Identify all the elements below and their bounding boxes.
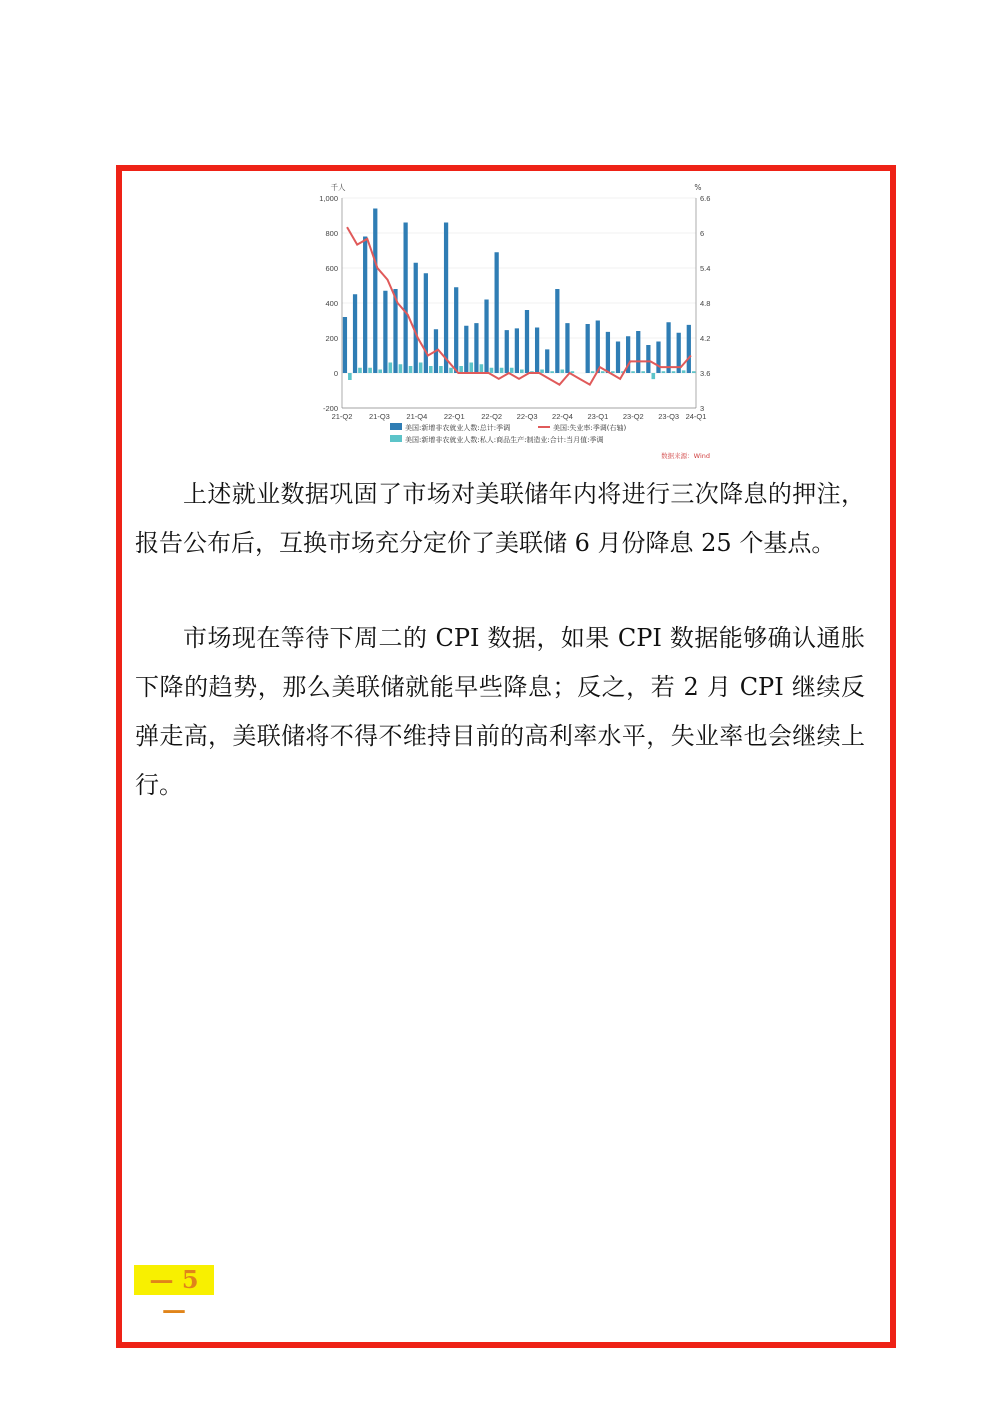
right-tick-label: 4.8 xyxy=(700,299,711,308)
x-tick-label: 21-Q3 xyxy=(368,412,390,421)
x-tick-label: 21-Q2 xyxy=(331,412,353,421)
right-tick-label: 6.6 xyxy=(700,194,711,203)
bar-total xyxy=(444,223,448,374)
left-tick-label: 400 xyxy=(325,299,338,308)
bar-manufacturing xyxy=(601,371,605,373)
bar-total xyxy=(596,321,600,374)
chart-source: 数据来源：Wind xyxy=(661,452,710,460)
bar-total xyxy=(515,328,519,373)
bar-total xyxy=(403,223,407,374)
bar-manufacturing xyxy=(419,363,423,374)
bar-manufacturing xyxy=(368,368,372,373)
bar-manufacturing xyxy=(682,370,686,373)
bar-manufacturing xyxy=(439,366,443,373)
x-tick-label: 21-Q4 xyxy=(406,412,428,421)
left-tick-label: 1,000 xyxy=(319,194,338,203)
bar-total xyxy=(555,289,559,373)
bar-manufacturing xyxy=(672,371,676,373)
bar-manufacturing xyxy=(591,371,595,373)
bar-manufacturing xyxy=(641,371,645,373)
page-number: — 5 — xyxy=(134,1265,214,1295)
bar-manufacturing xyxy=(469,363,473,374)
bar-total xyxy=(656,342,660,374)
x-tick-label: 23-Q2 xyxy=(622,412,644,421)
paragraph-1: 上述就业数据巩固了市场对美联储年内将进行三次降息的押注，报告公布后，互换市场充分定价了美联储 6 月份降息 25 个基点。 xyxy=(135,480,865,557)
bar-manufacturing xyxy=(480,364,484,373)
bar-total xyxy=(363,237,367,374)
bar-manufacturing xyxy=(358,368,362,373)
bar-manufacturing xyxy=(429,366,433,373)
bar-manufacturing xyxy=(540,370,544,374)
bar-manufacturing xyxy=(459,366,463,373)
x-tick-label: 23-Q3 xyxy=(658,412,680,421)
bar-total xyxy=(454,287,458,373)
bar-manufacturing xyxy=(651,373,655,379)
bar-total xyxy=(353,294,357,373)
legend-label: 美国:新增非农就业人数:总计:季调 xyxy=(405,424,511,432)
left-tick-label: 200 xyxy=(325,334,338,343)
chart-svg xyxy=(310,178,720,463)
bar-total xyxy=(535,328,539,374)
right-tick-label: 3 xyxy=(700,404,705,413)
right-tick-label: 3.6 xyxy=(700,369,711,378)
x-tick-label: 22-Q3 xyxy=(516,412,538,421)
bar-total xyxy=(495,252,499,373)
bar-manufacturing xyxy=(520,370,524,374)
bar-total xyxy=(464,326,468,373)
bar-total xyxy=(474,323,478,373)
right-tick-label: 5.4 xyxy=(700,264,711,273)
bar-manufacturing xyxy=(560,370,564,374)
right-tick-label: 6 xyxy=(700,229,705,238)
x-tick-label: 22-Q2 xyxy=(481,412,503,421)
bar-manufacturing xyxy=(449,368,453,373)
bar-manufacturing xyxy=(692,371,696,373)
bar-total xyxy=(636,331,640,373)
legend-label: 美国:新增非农就业人数:私人:商品生产:制造业:合计:当月值:季调 xyxy=(405,436,604,444)
x-tick-label: 23-Q1 xyxy=(587,412,609,421)
left-axis-unit: 千人 xyxy=(330,183,346,192)
left-tick-label: 800 xyxy=(325,229,338,238)
bar-total xyxy=(586,324,590,373)
bar-total xyxy=(616,342,620,374)
bar-total xyxy=(343,317,347,373)
bar-total xyxy=(545,349,549,373)
bar-manufacturing xyxy=(500,368,504,373)
legend-bar-swatch xyxy=(390,423,402,430)
left-tick-label: 0 xyxy=(333,369,338,378)
legend-label: 美国:失业率:季调(右轴) xyxy=(553,424,627,432)
bar-manufacturing xyxy=(348,373,352,380)
bar-total xyxy=(646,345,650,373)
x-tick-label: 24-Q1 xyxy=(685,412,707,421)
bar-total xyxy=(505,330,509,373)
bar-manufacturing xyxy=(550,371,554,373)
bar-total xyxy=(666,322,670,373)
left-tick-label: -200 xyxy=(322,404,338,413)
bar-total xyxy=(383,291,387,373)
bar-manufacturing xyxy=(378,370,382,374)
bar-manufacturing xyxy=(510,368,514,373)
right-tick-label: 4.2 xyxy=(700,334,711,343)
bar-total xyxy=(484,300,488,374)
left-tick-label: 600 xyxy=(325,264,338,273)
bar-total xyxy=(687,325,691,373)
bar-manufacturing xyxy=(389,363,393,374)
bar-total xyxy=(525,310,529,373)
right-axis-unit: % xyxy=(694,183,702,192)
bar-total xyxy=(373,209,377,374)
bar-total xyxy=(424,273,428,373)
bar-total xyxy=(606,332,610,373)
bar-manufacturing xyxy=(409,366,413,373)
employment-chart xyxy=(310,178,720,463)
bar-manufacturing xyxy=(662,371,666,373)
bar-manufacturing xyxy=(490,368,494,373)
paragraph-2: 市场现在等待下周二的 CPI 数据，如果 CPI 数据能够确认通胀下降的趋势，那么美联储就能早些降息；反之，若 2 月 CPI 继续反弹走高，美联储将不得不维持目前的高利率水平，失业率也会继续上行。 xyxy=(135,624,865,799)
legend-bar-swatch xyxy=(390,435,402,442)
bar-manufacturing xyxy=(399,364,403,373)
x-tick-label: 22-Q4 xyxy=(552,412,573,421)
x-tick-label: 22-Q1 xyxy=(443,412,465,421)
bar-total xyxy=(414,263,418,373)
bar-manufacturing xyxy=(631,371,635,373)
bar-total xyxy=(565,323,569,373)
